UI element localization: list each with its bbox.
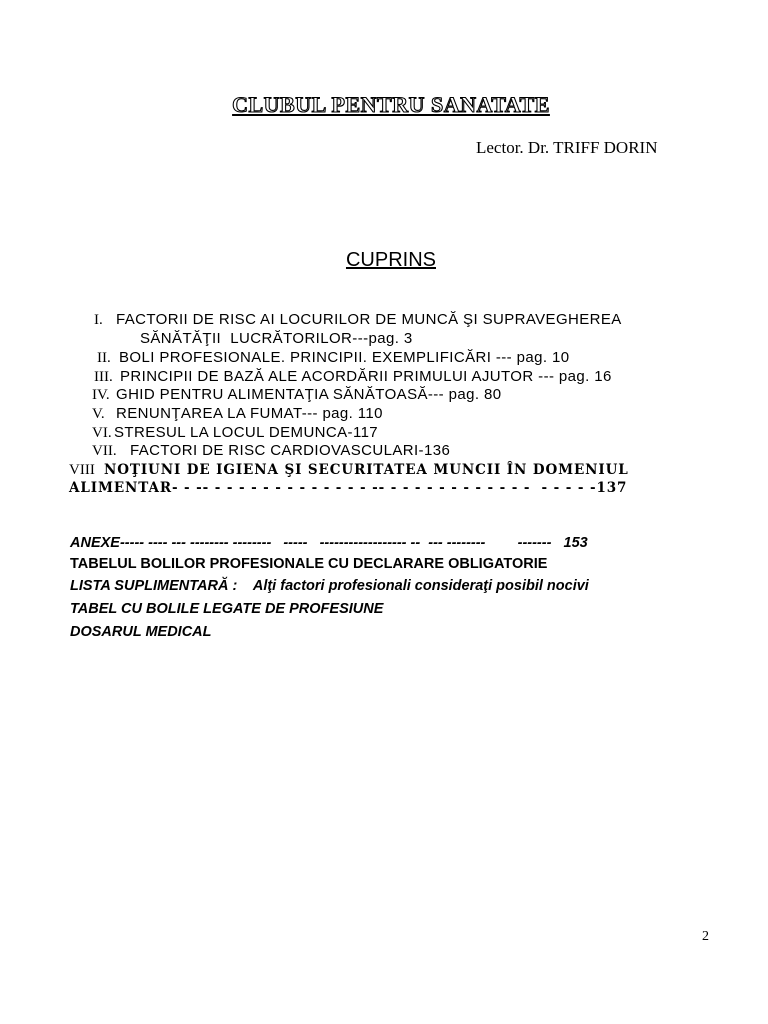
toc-item-3-number: III. (94, 369, 113, 385)
toc-item-6-number: VI. (92, 425, 112, 441)
toc-item-5-number: V. (92, 406, 105, 422)
annex-item-1: TABELUL BOLILOR PROFESIONALE CU DECLARARE OBLIGATORIE (70, 556, 548, 572)
toc-item-6-text: STRESUL LA LOCUL DEMUNCA-117 (114, 424, 379, 441)
toc-item-2-number: II. (97, 350, 111, 366)
annex-item-3: TABEL CU BOLILE LEGATE DE PROFESIUNE (70, 601, 384, 617)
toc-item-4-text: GHID PENTRU ALIMENTAŢIA SĂNĂTOASĂ--- pag. 80 (116, 386, 502, 403)
toc-item-7-text: FACTORI DE RISC CARDIOVASCULARI-136 (130, 442, 451, 459)
toc-heading: CUPRINS (345, 249, 436, 271)
annexes-header: ANEXE----- ---- --- -------- -------- ----- ------------------ -- --- -------- ------- 153 (70, 535, 588, 551)
page-number: 2 (702, 929, 709, 944)
toc-item-1-number: I. (94, 312, 103, 328)
document-title: CLUBUL PENTRU SANATATE (232, 92, 550, 117)
annex-item-4: DOSARUL MEDICAL (70, 624, 212, 640)
toc-item-1-text: FACTORII DE RISC AI LOCURILOR DE MUNCĂ ŞI SUPRAVEGHEREA (116, 311, 622, 328)
toc-item-8-number: VIII (69, 462, 95, 478)
toc-item-5-text: RENUNŢAREA LA FUMAT--- pag. 110 (116, 405, 383, 422)
toc-item-8-text: NOŢIUNI DE IGIENA ŞI SECURITATEA MUNCII ÎN DOMENIUL (104, 462, 629, 478)
annex-item-2: LISTA SUPLIMENTARĂ : Alţi factori profesionali consideraţi posibil nocivi (70, 578, 589, 594)
toc-item-4-number: IV. (92, 387, 110, 403)
toc-item-8-continuation: ALIMENTAR- - -- - - - - - - - - - - - - - -- - - - - - - - - - - - - - - - - -137 (69, 480, 628, 496)
toc-item-1-continuation: SĂNĂTĂŢII LUCRĂTORILOR---pag. 3 (140, 330, 413, 347)
toc-item-7-number: VII. (92, 443, 117, 459)
toc-item-3-text: PRINCIPII DE BAZĂ ALE ACORDĂRII PRIMULUI AJUTOR --- pag. 16 (120, 368, 612, 385)
toc-item-2-text: BOLI PROFESIONALE. PRINCIPII. EXEMPLIFICĂRI --- pag. 10 (119, 349, 570, 366)
lector-name: Lector. Dr. TRIFF DORIN (476, 138, 658, 157)
